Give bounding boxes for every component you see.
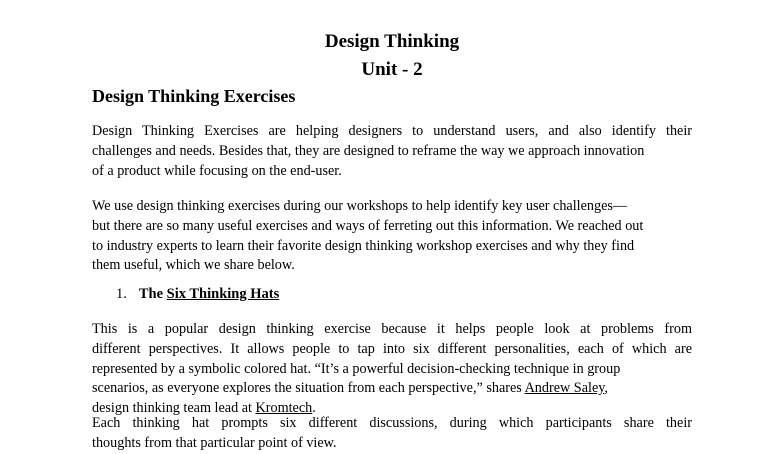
list-prefix: The — [138, 286, 164, 302]
paragraph-line: challenges and needs. Besides that, they are designed to reframe the way we approach innovation — [92, 142, 645, 159]
paragraph-line: represented by a symbolic colored hat. “It’s a powerful decision-checking technique in group — [92, 360, 621, 377]
kromtech-link[interactable]: Kromtech — [255, 400, 313, 417]
unit-title: Unit - 2 — [361, 59, 423, 80]
paragraph-line: them useful, which we share below. — [92, 257, 295, 274]
line-text: scenarios, as everyone explores the situation from each perspective,” shares — [92, 380, 522, 397]
andrew-saley-link[interactable]: Andrew Saley — [524, 380, 605, 397]
paragraph-line: of a product while focusing on the end-user. — [92, 162, 342, 179]
paragraph-line: different perspectives. It allows people to tap into six different personalities, each of which are — [92, 340, 692, 357]
paragraph-line: This is a popular design thinking exercise because it helps people look at problems from — [92, 321, 692, 337]
paragraph-line — [92, 379, 692, 399]
paragraph-workshops — [92, 197, 692, 276]
list-number: 1. — [116, 286, 127, 302]
paragraph-line: We use design thinking exercises during our workshops to help identify key user challenges— — [92, 198, 628, 214]
paragraph-six-hats — [92, 320, 692, 419]
paragraph-intro — [92, 122, 692, 181]
line-punct: . — [312, 400, 316, 417]
document-title: Design Thinking — [324, 31, 460, 52]
paragraph-line: Each thinking hat prompts six different discussions, during which participants share their — [92, 415, 692, 431]
paragraph-line: but there are so many useful exercises and ways of ferreting out this information. We reached out — [92, 217, 644, 234]
line-text: design thinking team lead at — [92, 400, 252, 417]
section-heading: Design Thinking Exercises — [92, 86, 296, 106]
paragraph-discussions — [92, 414, 692, 454]
paragraph-line: to industry experts to learn their favorite design thinking workshop exercises and why they find — [92, 237, 635, 254]
paragraph-line: Design Thinking Exercises are helping designers to understand users, and also identify their — [92, 123, 692, 139]
six-thinking-hats-link[interactable]: Six Thinking Hats — [166, 286, 280, 302]
list-item-six-thinking-hats — [116, 285, 279, 303]
line-punct: , — [604, 380, 608, 397]
paragraph-line: thoughts from that particular point of view. — [92, 434, 337, 451]
